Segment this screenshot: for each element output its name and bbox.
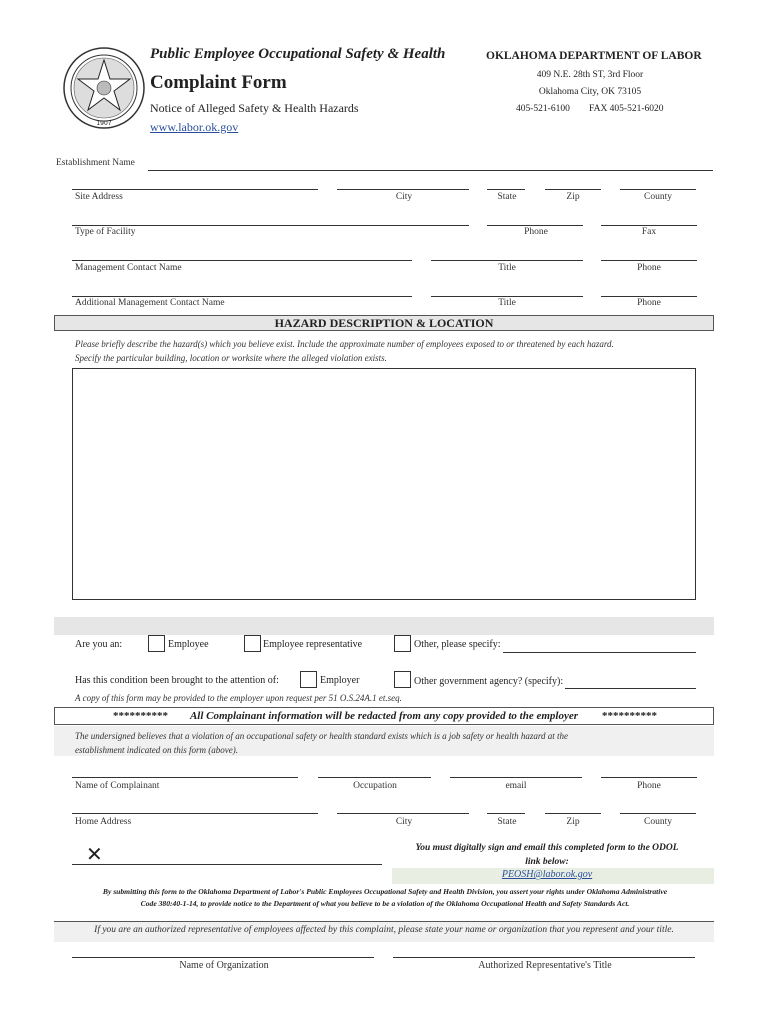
employer-checkbox[interactable] (300, 671, 317, 688)
hazard-section-header: HAZARD DESCRIPTION & LOCATION (54, 315, 714, 331)
facility-fax-field[interactable] (601, 225, 697, 226)
home-state-field[interactable] (487, 813, 525, 814)
hazard-instructions-2: Specify the particular building, location or worksite where the alleged violation exists. (75, 353, 387, 363)
home-city-label: City (395, 817, 413, 827)
home-zip-field[interactable] (545, 813, 601, 814)
redaction-notice: All Complainant information will be redacted from any copy provided to the employer (189, 710, 579, 722)
department-phone: 405-521-6100 (516, 104, 570, 114)
management-contact-label: Management Contact Name (75, 263, 182, 273)
department-fax: FAX 405-521-6020 (589, 104, 664, 114)
are-you-an-label: Are you an: (75, 639, 123, 650)
government-agency-checkbox[interactable] (394, 671, 411, 688)
form-title: Complaint Form (150, 72, 287, 93)
representative-note: If you are an authorized representative of employees affected by this complaint, please state your name or organization that you represent and your title. (94, 925, 674, 935)
management-title-field[interactable] (431, 260, 583, 261)
representative-title-label: Authorized Representative's Title (478, 960, 612, 971)
address-line-2: Oklahoma City, OK 73105 (538, 87, 642, 97)
state-field[interactable] (487, 189, 525, 190)
home-county-label: County (644, 817, 672, 827)
website-link[interactable]: www.labor.ok.gov (150, 120, 239, 134)
state-seal-icon (62, 46, 146, 130)
home-county-field[interactable] (620, 813, 696, 814)
additional-contact-label: Additional Management Contact Name (75, 298, 225, 308)
employee-checkbox[interactable] (148, 635, 165, 652)
other-checkbox[interactable] (394, 635, 411, 652)
sign-instructions (392, 841, 702, 869)
redaction-stars-left: ********** (113, 710, 168, 722)
additional-contact-field[interactable] (72, 296, 412, 297)
type-of-facility-field[interactable] (72, 225, 469, 226)
home-address-field[interactable] (72, 813, 318, 814)
peosh-email-link[interactable]: PEOSH@labor.ok.gov (501, 869, 593, 880)
belief-statement-1: The undersigned believes that a violation of an occupational safety or health standard exists which is a job safety or health hazard at the (75, 731, 569, 741)
form-subtitle: Notice of Alleged Safety & Health Hazards (150, 101, 359, 115)
other-specify-field[interactable] (503, 652, 696, 653)
home-address-label: Home Address (75, 817, 132, 827)
attention-question-label: Has this condition been brought to the attention of: (75, 675, 279, 686)
home-state-label: State (497, 817, 517, 827)
zip-field[interactable] (545, 189, 601, 190)
redaction-stars-right: ********** (602, 710, 657, 722)
complainant-name-field[interactable] (72, 777, 298, 778)
consent-line-2: Code 380:40-1-14, to provide notice to the Department of what you believe to be a violation of the Oklahoma Occupational Health and Safety Standards Act. (140, 899, 630, 908)
sign-instructions-line-2: link below: (525, 857, 569, 867)
employer-option-label: Employer (320, 675, 360, 686)
consent-line-1: By submitting this form to the Oklahoma Department of Labor's Public Employees Occupational Safety and Health Division, you assert your rights under Oklahoma Administrative (102, 887, 668, 896)
employee-rep-option-label: Employee representative (263, 639, 363, 650)
employee-rep-checkbox[interactable] (244, 635, 261, 652)
county-field[interactable] (620, 189, 696, 190)
consent-statement (60, 886, 710, 910)
city-label: City (395, 192, 413, 202)
email-label: email (505, 781, 527, 791)
organization-name-field[interactable] (72, 957, 374, 958)
section-divider (54, 617, 714, 635)
additional-phone-label: Phone (637, 298, 661, 308)
management-contact-field[interactable] (72, 260, 412, 261)
site-address-field[interactable] (72, 189, 318, 190)
occupation-field[interactable] (318, 777, 431, 778)
city-field[interactable] (337, 189, 469, 190)
svg-text:1907: 1907 (96, 120, 112, 127)
establishment-name-label: Establishment Name (56, 158, 135, 168)
complainant-name-label: Name of Complainant (75, 781, 160, 791)
department-name: OKLAHOMA DEPARTMENT OF LABOR (486, 50, 702, 62)
copy-note: A copy of this form may be provided to the employer upon request per 51 O.S.24A.1 et.seq. (75, 693, 402, 703)
redaction-notice-bar (54, 707, 714, 725)
hazard-description-textarea[interactable] (72, 368, 696, 600)
establishment-name-field[interactable] (148, 170, 713, 171)
hazard-instructions-1: Please briefly describe the hazard(s) which you believe exist. Include the approximate number of employees exposed to or threatened by each hazard. (75, 339, 614, 349)
signature-mark-icon: ✕ (86, 842, 103, 866)
facility-fax-label: Fax (641, 227, 657, 237)
address-line-1: 409 N.E. 28th ST, 3rd Floor (536, 70, 644, 80)
sign-instructions-line-1: You must digitally sign and email this completed form to the ODOL (415, 843, 679, 853)
state-label: State (497, 192, 517, 202)
facility-phone-label: Phone (524, 227, 548, 237)
county-label: County (644, 192, 672, 202)
site-address-label: Site Address (75, 192, 123, 202)
type-of-facility-label: Type of Facility (75, 227, 136, 237)
home-city-field[interactable] (337, 813, 469, 814)
management-title-label: Title (498, 263, 516, 273)
management-phone-field[interactable] (601, 260, 697, 261)
additional-title-label: Title (498, 298, 516, 308)
additional-title-field[interactable] (431, 296, 583, 297)
organization-name-label: Name of Organization (179, 960, 269, 971)
occupation-label: Occupation (353, 781, 397, 791)
home-zip-label: Zip (566, 817, 580, 827)
signature-field[interactable] (72, 840, 382, 865)
additional-phone-field[interactable] (601, 296, 697, 297)
zip-label: Zip (566, 192, 580, 202)
program-title: Public Employee Occupational Safety & Health (150, 46, 446, 62)
other-option-label: Other, please specify: (414, 639, 501, 650)
belief-statement-2: establishment indicated on this form (above). (75, 745, 238, 755)
facility-phone-field[interactable] (487, 225, 583, 226)
complainant-email-field[interactable] (450, 777, 582, 778)
representative-title-field[interactable] (393, 957, 695, 958)
management-phone-label: Phone (637, 263, 661, 273)
employee-option-label: Employee (168, 639, 209, 650)
complainant-phone-label: Phone (637, 781, 661, 791)
agency-specify-field[interactable] (565, 688, 696, 689)
complainant-phone-field[interactable] (601, 777, 697, 778)
government-agency-label: Other government agency? (specify): (414, 676, 564, 687)
